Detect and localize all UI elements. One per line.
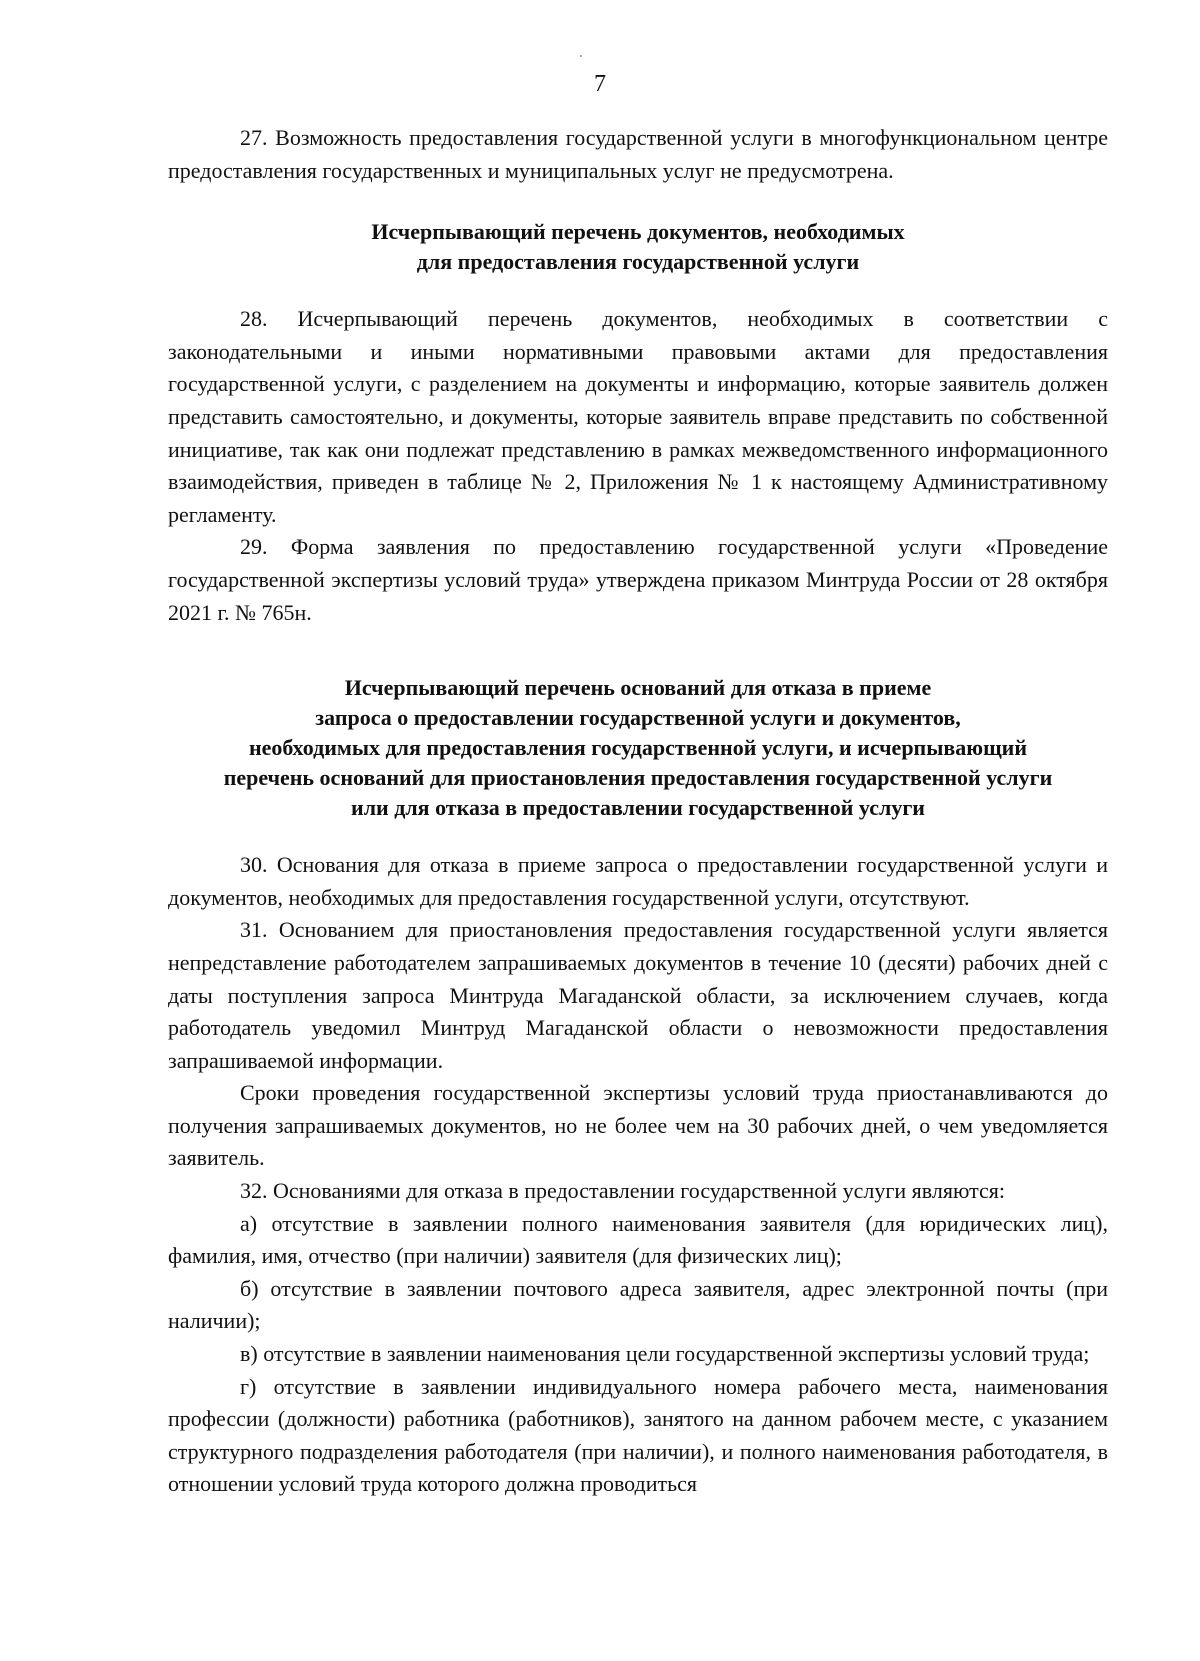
heading-line: запроса о предоставлении государственной услуги и документов, <box>315 705 961 731</box>
list-item-b: б) отсутствие в заявлении почтового адреса заявителя, адрес электронной почты (при наличии); <box>168 1275 1108 1334</box>
page-number: 7 <box>594 71 606 97</box>
heading-line: Исчерпывающий перечень документов, необходимых <box>371 219 905 245</box>
paragraph-28: 28. Исчерпывающий перечень документов, необходимых в соответствии с законодательными и иными нормативными правовыми актами для предоставления государственной услуги, с разделением на документы и информацию, которые заявитель должен представить самостоятельно, и документы, которые заявитель вправе представить по собственной инициативе, так как они подлежат представлению в рамках межведомственного информационного взаимодействия, приведен в таблице № 2, Приложения № 1 к настоящему Административному регламенту. <box>168 306 1108 527</box>
scan-artifact <box>580 55 582 57</box>
heading-line: перечень оснований для приостановления предоставления государственной услуги <box>223 765 1053 791</box>
paragraph-suspension-terms: Сроки проведения государственной экспертизы условий труда приостанавливаются до получения запрашиваемых документов, но не более чем на 30 рабочих дней, о чем уведомляется заявитель. <box>168 1080 1108 1171</box>
heading-line: Исчерпывающий перечень оснований для отказа в приеме <box>344 675 932 701</box>
heading-line: для предоставления государственной услуги <box>416 249 860 275</box>
heading-line: необходимых для предоставления государственной услуги, и исчерпывающий <box>248 735 1028 761</box>
paragraph-32: 32. Основаниями для отказа в предоставлении государственной услуги являются: <box>240 1178 1005 1204</box>
paragraph-29: 29. Форма заявления по предоставлению государственной услуги «Проведение государственной экспертизы условий труда» утверждена приказом Минтруда России от 28 октября 2021 г. № 765н. <box>168 534 1108 625</box>
paragraph-30: 30. Основания для отказа в приеме запроса о предоставлении государственной услуги и документов, необходимых для предоставления государственной услуги, отсутствуют. <box>168 852 1108 910</box>
document-body <box>168 122 1108 1501</box>
paragraph-31: 31. Основанием для приостановления предоставления государственной услуги является непредставление работодателем запрашиваемых документов в течение 10 (десяти) рабочих дней с даты поступления запроса Минтруда Магаданской области, за исключением случаев, когда работодатель уведомил Минтруд Магаданской области о невозможности предоставления запрашиваемой информации. <box>168 917 1108 1073</box>
paragraph-27: 27. Возможность предоставления государственной услуги в многофункциональном центре предоставления государственных и муниципальных услуг не предусмотрена. <box>168 125 1108 183</box>
list-item-a: а) отсутствие в заявлении полного наименования заявителя (для юридических лиц), фамилия, имя, отчество (при наличии) заявителя (для физических лиц); <box>168 1210 1108 1269</box>
section-heading-refusal-grounds <box>168 673 1108 823</box>
list-item-g: г) отсутствие в заявлении индивидуального номера рабочего места, наименования профессии (должности) работника (работников), занятого на данном рабочем месте, с указанием структурного подразделения работодателя (при наличии), и полного наименования работодателя, в отношении условий труда которого должна проводиться <box>168 1373 1108 1497</box>
list-item-v: в) отсутствие в заявлении наименования цели государственной экспертизы условий труда; <box>240 1341 1090 1367</box>
heading-line: или для отказа в предоставлении государственной услуги <box>351 795 925 821</box>
section-heading-documents <box>168 217 1108 277</box>
